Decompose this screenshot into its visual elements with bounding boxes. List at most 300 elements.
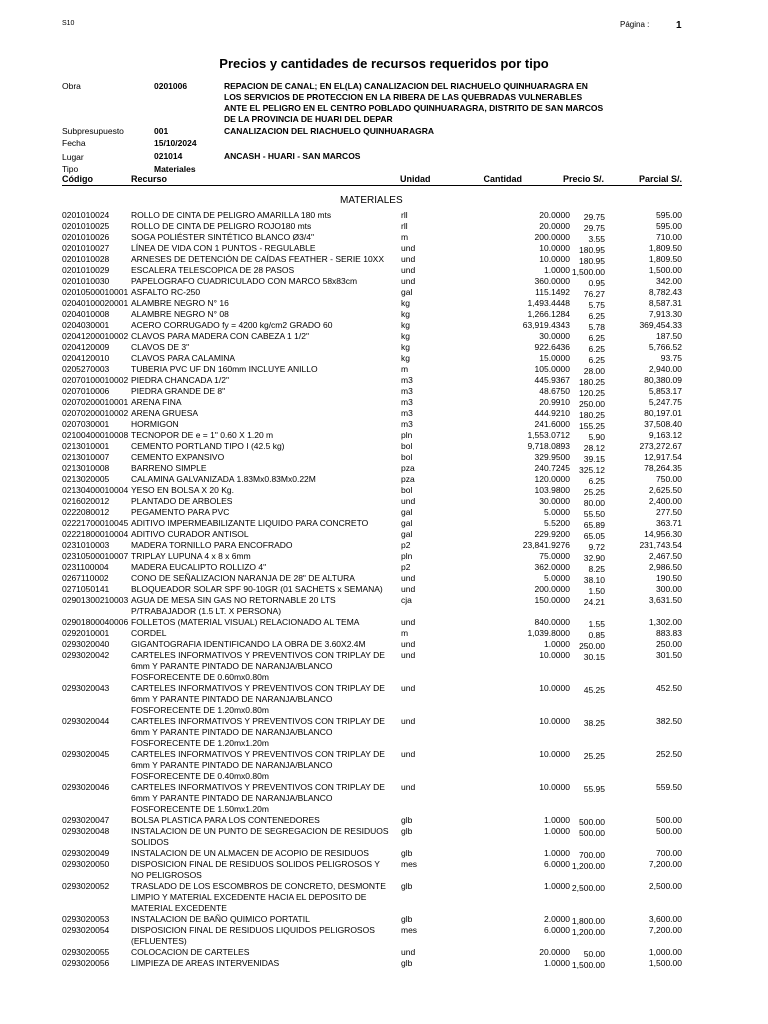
- table-row: [62, 639, 684, 650]
- column-header-precio: Precio S/.: [562, 174, 604, 184]
- cell-price: 55.50: [583, 509, 605, 519]
- cell-partial: 3,631.50: [648, 595, 682, 605]
- cell-quantity: 20.0000: [539, 221, 570, 231]
- cell-price: 9.72: [588, 542, 605, 552]
- table-row: [62, 650, 684, 683]
- table-row: [62, 342, 684, 353]
- cell-unit: gal: [401, 507, 413, 517]
- table-row: [62, 628, 684, 639]
- table-row: [62, 562, 684, 573]
- cell-unit: gal: [401, 518, 413, 528]
- cell-unit: und: [401, 496, 416, 506]
- cell-code: 0201010025: [62, 221, 110, 231]
- cell-unit: rll: [401, 221, 408, 231]
- cell-unit: pln: [401, 430, 413, 440]
- cell-quantity: 150.0000: [534, 595, 570, 605]
- cell-code: 0271050141: [62, 584, 110, 594]
- cell-partial: 37,508.40: [644, 419, 682, 429]
- cell-price: 55.95: [583, 784, 605, 794]
- cell-partial: 231,743.54: [639, 540, 682, 550]
- cell-code: 0204030001: [62, 320, 110, 330]
- subpresupuesto-description: CANALIZACION DEL RIACHUELO QUINHUARAGRA: [224, 126, 434, 136]
- cell-code: 0213010001: [62, 441, 110, 451]
- cell-unit: und: [401, 683, 416, 693]
- column-header-unidad: Unidad: [400, 174, 431, 184]
- cell-description: ARNESES DE DETENCIÓN DE CAÍDAS FEATHER - SERIE 10XX: [131, 254, 385, 264]
- cell-unit: kg: [401, 320, 410, 330]
- cell-code: 0213020005: [62, 474, 110, 484]
- tipo-label: Tipo: [62, 164, 79, 174]
- cell-code: 0204120010: [62, 353, 110, 363]
- cell-description: CARTELES INFORMATIVOS Y PREVENTIVOS CON TRIPLAY DE 6mm Y PARANTE PINTADO DE NARANJA/BLANCO FOSFORECENTE DE 0.40mx0.80m: [131, 749, 385, 781]
- table-row: [62, 749, 684, 782]
- cell-description: ASFALTO RC-250: [131, 287, 201, 297]
- cell-code: 0293020054: [62, 925, 110, 935]
- cell-code: 02010500010001: [62, 287, 129, 297]
- cell-unit: und: [401, 639, 416, 649]
- cell-partial: 5,247.75: [648, 397, 682, 407]
- cell-quantity: 1.0000: [544, 815, 570, 825]
- cell-description: CLAVOS PARA CALAMINA: [131, 353, 236, 363]
- table-row: [62, 430, 684, 441]
- table-row: [62, 232, 684, 243]
- cell-price: 45.25: [583, 685, 605, 695]
- cell-code: 02901800040006: [62, 617, 129, 627]
- cell-description: CARTELES INFORMATIVOS Y PREVENTIVOS CON TRIPLAY DE 6mm Y PARANTE PINTADO DE NARANJA/BLANCO FOSFORECENTE DE 1.20mx1.20m: [131, 716, 385, 748]
- table-row: [62, 573, 684, 584]
- cell-partial: 93.75: [660, 353, 682, 363]
- cell-partial: 190.50: [656, 573, 682, 583]
- cell-quantity: 200.0000: [534, 232, 570, 242]
- table-row: [62, 254, 684, 265]
- cell-price: 6.25: [588, 344, 605, 354]
- fecha-label: Fecha: [62, 138, 86, 148]
- cell-unit: glb: [401, 958, 413, 968]
- cell-code: 0293020043: [62, 683, 110, 693]
- table-row: [62, 947, 684, 958]
- cell-quantity: 115.1492: [535, 287, 570, 297]
- cell-unit: kg: [401, 331, 410, 341]
- cell-unit: und: [401, 749, 416, 759]
- cell-quantity: 1.0000: [544, 639, 570, 649]
- cell-unit: pza: [401, 474, 415, 484]
- cell-unit: glb: [401, 815, 413, 825]
- cell-partial: 1,500.00: [648, 265, 682, 275]
- cell-price: 24.21: [583, 597, 605, 607]
- cell-price: 250.00: [579, 399, 605, 409]
- cell-quantity: 1.0000: [544, 265, 570, 275]
- cell-description: PIEDRA CHANCADA 1/2": [131, 375, 229, 385]
- cell-code: 02221700010045: [62, 518, 129, 528]
- cell-code: 0293020044: [62, 716, 110, 726]
- cell-price: 1.55: [588, 619, 605, 629]
- cell-partial: 2,940.00: [648, 364, 682, 374]
- cell-partial: 2,467.50: [648, 551, 682, 561]
- cell-quantity: 120.0000: [534, 474, 570, 484]
- cell-quantity: 2.0000: [544, 914, 570, 924]
- cell-price: 6.25: [588, 476, 605, 486]
- table-row: [62, 540, 684, 551]
- cell-quantity: 15.0000: [539, 353, 570, 363]
- cell-description: ROLLO DE CINTA DE PELIGRO AMARILLA 180 mts: [131, 210, 332, 220]
- cell-price: 325.12: [579, 465, 605, 475]
- table-row: [62, 397, 684, 408]
- cell-price: 155.25: [579, 421, 605, 431]
- cell-description: COLOCACION DE CARTELES: [131, 947, 250, 957]
- cell-price: 28.00: [583, 366, 605, 376]
- cell-description: CEMENTO EXPANSIVO: [131, 452, 225, 462]
- cell-quantity: 5.5200: [544, 518, 570, 528]
- cell-unit: rll: [401, 210, 408, 220]
- cell-partial: 3,600.00: [648, 914, 682, 924]
- cell-quantity: 103.9800: [534, 485, 570, 495]
- cell-code: 0204120009: [62, 342, 110, 352]
- cell-unit: kg: [401, 353, 410, 363]
- cell-quantity: 840.0000: [534, 617, 570, 627]
- cell-unit: und: [401, 276, 416, 286]
- cell-description: CEMENTO PORTLAND TIPO I (42.5 kg): [131, 441, 285, 451]
- cell-unit: cja: [401, 595, 412, 605]
- cell-code: 02070200010002: [62, 408, 129, 418]
- cell-description: ACERO CORRUGADO fy = 4200 kg/cm2 GRADO 60: [131, 320, 333, 330]
- cell-code: 0222080012: [62, 507, 110, 517]
- cell-code: 0201010029: [62, 265, 110, 275]
- table-row: [62, 529, 684, 540]
- cell-price: 1,500.00: [571, 960, 605, 970]
- cell-quantity: 241.6000: [534, 419, 570, 429]
- cell-price: 120.25: [579, 388, 605, 398]
- cell-code: 0201010026: [62, 232, 110, 242]
- cell-quantity: 10.0000: [539, 650, 570, 660]
- cell-unit: p2: [401, 562, 411, 572]
- cell-unit: kg: [401, 309, 410, 319]
- cell-quantity: 1,553.0712: [527, 430, 570, 440]
- lugar-code: 021014: [154, 151, 183, 161]
- cell-code: 0293020045: [62, 749, 110, 759]
- page-number: 1: [676, 20, 682, 31]
- cell-partial: 5,766.52: [648, 342, 682, 352]
- cell-quantity: 229.9200: [534, 529, 570, 539]
- cell-unit: m3: [401, 408, 413, 418]
- cell-partial: 382.50: [656, 716, 682, 726]
- cell-price: 0.85: [588, 630, 605, 640]
- cell-quantity: 20.0000: [539, 210, 570, 220]
- subpresupuesto-code: 001: [154, 126, 169, 136]
- cell-partial: 2,500.00: [648, 881, 682, 891]
- cell-unit: pln: [401, 551, 413, 561]
- table-row: [62, 243, 684, 254]
- page-label: Página :: [620, 20, 650, 29]
- resource-table: [62, 210, 684, 969]
- cell-code: 02040100020001: [62, 298, 129, 308]
- cell-code: 02100400010008: [62, 430, 129, 440]
- cell-partial: 500.00: [656, 815, 682, 825]
- cell-unit: und: [401, 947, 416, 957]
- lugar-description: ANCASH - HUARI - SAN MARCOS: [224, 151, 361, 161]
- cell-unit: m: [401, 628, 409, 638]
- cell-partial: 710.00: [656, 232, 682, 242]
- report-code: S10: [62, 20, 75, 27]
- cell-unit: und: [401, 254, 416, 264]
- cell-quantity: 23,841.9276: [522, 540, 570, 550]
- cell-price: 39.15: [583, 454, 605, 464]
- cell-partial: 595.00: [656, 221, 682, 231]
- cell-unit: glb: [401, 826, 413, 836]
- cell-partial: 80,197.01: [644, 408, 682, 418]
- cell-description: PLANTADO DE ARBOLES: [131, 496, 233, 506]
- cell-partial: 252.50: [656, 749, 682, 759]
- cell-description: TRIPLAY LUPUNA 4 x 8 x 6mm: [131, 551, 251, 561]
- cell-code: 0205270003: [62, 364, 110, 374]
- cell-quantity: 10.0000: [539, 243, 570, 253]
- table-row: [62, 386, 684, 397]
- column-header-cantidad: Cantidad: [483, 174, 522, 184]
- cell-partial: 2,986.50: [648, 562, 682, 572]
- cell-code: 0201010030: [62, 276, 110, 286]
- table-row: [62, 408, 684, 419]
- cell-description: CARTELES INFORMATIVOS Y PREVENTIVOS CON TRIPLAY DE 6mm Y PARANTE PINTADO DE NARANJA/BLANCO FOSFORECENTE DE 1.20mx0.80m: [131, 683, 385, 715]
- cell-description: LÍNEA DE VIDA CON 1 PUNTOS - REGULABLE: [131, 243, 316, 253]
- cell-quantity: 1.0000: [544, 848, 570, 858]
- cell-unit: glb: [401, 914, 413, 924]
- cell-price: 28.12: [583, 443, 605, 453]
- cell-code: 02130400010004: [62, 485, 129, 495]
- cell-code: 0293020052: [62, 881, 110, 891]
- cell-code: 0207010006: [62, 386, 110, 396]
- cell-unit: und: [401, 265, 416, 275]
- cell-description: ADITIVO CURADOR ANTISOL: [131, 529, 249, 539]
- cell-code: 02310500010007: [62, 551, 129, 561]
- cell-code: 0293020056: [62, 958, 110, 968]
- cell-description: CORDEL: [131, 628, 167, 638]
- column-header-recurso: Recurso: [131, 174, 168, 184]
- subpresupuesto-label: Subpresupuesto: [62, 126, 124, 136]
- cell-description: ALAMBRE NEGRO N° 16: [131, 298, 229, 308]
- cell-quantity: 6.0000: [544, 859, 570, 869]
- table-row: [62, 782, 684, 815]
- cell-partial: 452.50: [656, 683, 682, 693]
- cell-description: ARENA FINA: [131, 397, 182, 407]
- cell-partial: 8,587.31: [648, 298, 682, 308]
- table-row: [62, 551, 684, 562]
- cell-partial: 8,782.43: [648, 287, 682, 297]
- cell-code: 0201010024: [62, 210, 110, 220]
- tipo-value: Materiales: [154, 164, 196, 174]
- cell-price: 38.10: [583, 575, 605, 585]
- cell-unit: kg: [401, 298, 410, 308]
- cell-code: 0293020053: [62, 914, 110, 924]
- cell-unit: m3: [401, 375, 413, 385]
- cell-code: 0201010028: [62, 254, 110, 264]
- cell-unit: m3: [401, 419, 413, 429]
- cell-price: 3.55: [588, 234, 605, 244]
- cell-code: 0204010008: [62, 309, 110, 319]
- cell-price: 500.00: [579, 828, 605, 838]
- cell-description: PEGAMENTO PARA PVC: [131, 507, 230, 517]
- cell-quantity: 5.0000: [544, 573, 570, 583]
- cell-partial: 301.50: [656, 650, 682, 660]
- table-row: [62, 485, 684, 496]
- table-row: [62, 683, 684, 716]
- cell-description: PAPELOGRAFO CUADRICULADO CON MARCO 58x83cm: [131, 276, 358, 286]
- cell-price: 180.95: [579, 256, 605, 266]
- table-row: [62, 331, 684, 342]
- cell-unit: und: [401, 650, 416, 660]
- cell-price: 5.90: [588, 432, 605, 442]
- table-row: [62, 419, 684, 430]
- cell-unit: und: [401, 243, 416, 253]
- cell-code: 02070100010002: [62, 375, 129, 385]
- cell-quantity: 1.0000: [544, 881, 570, 891]
- table-row: [62, 353, 684, 364]
- cell-quantity: 10.0000: [539, 254, 570, 264]
- cell-description: ARENA GRUESA: [131, 408, 199, 418]
- cell-partial: 342.00: [656, 276, 682, 286]
- table-row: [62, 298, 684, 309]
- cell-description: HORMIGON: [131, 419, 179, 429]
- cell-partial: 2,625.50: [648, 485, 682, 495]
- cell-code: 0201010027: [62, 243, 110, 253]
- cell-description: MADERA EUCALIPTO ROLLIZO 4": [131, 562, 267, 572]
- cell-code: 0231100004: [62, 562, 109, 572]
- cell-description: LIMPIEZA DE AREAS INTERVENIDAS: [131, 958, 280, 968]
- cell-price: 1.50: [588, 586, 605, 596]
- table-row: [62, 276, 684, 287]
- cell-price: 5.75: [588, 300, 605, 310]
- cell-partial: 7,913.30: [648, 309, 682, 319]
- cell-price: 65.89: [583, 520, 605, 530]
- cell-description: ESCALERA TELESCOPICA DE 28 PASOS: [131, 265, 295, 275]
- cell-quantity: 30.0000: [539, 331, 570, 341]
- cell-partial: 1,000.00: [648, 947, 682, 957]
- cell-price: 0.95: [588, 278, 605, 288]
- cell-quantity: 75.0000: [539, 551, 570, 561]
- cell-description: TRASLADO DE LOS ESCOMBROS DE CONCRETO, DESMONTE LIMPIO Y MATERIAL EXCEDENTE HACIA EL DEPOSITO DE MATERIAL EXCEDENTE: [131, 881, 386, 913]
- cell-unit: p2: [401, 540, 411, 550]
- cell-description: TUBERIA PVC UF DN 160mm INCLUYE ANILLO: [131, 364, 318, 374]
- cell-price: 65.05: [583, 531, 605, 541]
- cell-quantity: 1.0000: [544, 826, 570, 836]
- cell-description: INSTALACION DE UN PUNTO DE SEGREGACION DE RESIDUOS SOLIDOS: [131, 826, 389, 847]
- cell-quantity: 445.9367: [534, 375, 570, 385]
- cell-unit: m: [401, 364, 409, 374]
- cell-price: 1,200.00: [571, 861, 605, 871]
- cell-partial: 277.50: [656, 507, 682, 517]
- cell-description: CLAVOS DE 3": [131, 342, 190, 352]
- cell-price: 180.25: [579, 377, 605, 387]
- cell-unit: und: [401, 716, 416, 726]
- cell-description: ALAMBRE NEGRO N° 08: [131, 309, 229, 319]
- cell-quantity: 922.6436: [534, 342, 570, 352]
- cell-code: 0293020040: [62, 639, 110, 649]
- cell-quantity: 1,039.8000: [527, 628, 570, 638]
- cell-description: TECNOPOR DE e = 1" 0.60 X 1.20 m: [131, 430, 274, 440]
- cell-partial: 78,264.35: [644, 463, 682, 473]
- cell-description: FOLLETOS (MATERIAL VISUAL) RELACIONADO AL TEMA: [131, 617, 360, 627]
- cell-description: DISPOSICION FINAL DE RESIDUOS SOLIDOS PELIGROSOS Y NO PELIGROSOS: [131, 859, 380, 880]
- cell-description: MADERA TORNILLO PARA ENCOFRADO: [131, 540, 293, 550]
- cell-partial: 9,163.12: [648, 430, 682, 440]
- cell-unit: m: [401, 232, 409, 242]
- cell-quantity: 10.0000: [539, 683, 570, 693]
- cell-description: PIEDRA GRANDE DE 8": [131, 386, 226, 396]
- table-row: [62, 595, 684, 617]
- cell-partial: 369,454.33: [639, 320, 682, 330]
- cell-price: 500.00: [579, 817, 605, 827]
- cell-price: 6.25: [588, 311, 605, 321]
- table-row: [62, 320, 684, 331]
- cell-description: ROLLO DE CINTA DE PELIGRO ROJO180 mts: [131, 221, 312, 231]
- cell-code: 0293020046: [62, 782, 110, 792]
- cell-quantity: 5.0000: [544, 507, 570, 517]
- cell-price: 700.00: [579, 850, 605, 860]
- cell-description: AGUA DE MESA SIN GAS NO RETORNABLE 20 LTS P/TRABAJADOR (1.5 LT. X PERSONA): [131, 595, 336, 616]
- cell-price: 25.25: [583, 751, 605, 761]
- cell-quantity: 1.0000: [544, 958, 570, 968]
- table-row: [62, 441, 684, 452]
- table-row: [62, 914, 684, 925]
- cell-quantity: 240.7245: [534, 463, 570, 473]
- cell-description: CONO DE SEÑALIZACION NARANJA DE 28" DE ALTURA: [131, 573, 355, 583]
- cell-price: 38.25: [583, 718, 605, 728]
- cell-unit: mes: [401, 925, 418, 935]
- cell-price: 29.75: [583, 223, 605, 233]
- cell-unit: m3: [401, 397, 413, 407]
- cell-quantity: 200.0000: [534, 584, 570, 594]
- cell-quantity: 360.0000: [534, 276, 570, 286]
- cell-quantity: 105.0000: [534, 364, 570, 374]
- table-row: [62, 287, 684, 298]
- cell-price: 76.27: [583, 289, 605, 299]
- cell-partial: 1,302.00: [648, 617, 682, 627]
- cell-code: 0213010007: [62, 452, 110, 462]
- header-divider: [62, 185, 682, 186]
- cell-partial: 700.00: [656, 848, 682, 858]
- table-row: [62, 463, 684, 474]
- cell-description: INSTALACION DE BAÑO QUIMICO PORTATIL: [131, 914, 310, 924]
- table-row: [62, 518, 684, 529]
- cell-code: 0207030001: [62, 419, 110, 429]
- table-row: [62, 375, 684, 386]
- cell-partial: 7,200.00: [648, 859, 682, 869]
- cell-unit: und: [401, 617, 416, 627]
- cell-price: 5.78: [588, 322, 605, 332]
- cell-partial: 12,917.54: [644, 452, 682, 462]
- cell-quantity: 48.6750: [539, 386, 570, 396]
- cell-quantity: 329.9500: [534, 452, 570, 462]
- cell-quantity: 30.0000: [539, 496, 570, 506]
- cell-partial: 250.00: [656, 639, 682, 649]
- cell-partial: 559.50: [656, 782, 682, 792]
- cell-description: GIGANTOGRAFIA IDENTIFICANDO LA OBRA DE 3.60X2.4M: [131, 639, 366, 649]
- cell-code: 0292010001: [62, 628, 110, 638]
- cell-code: 02221800010004: [62, 529, 129, 539]
- table-row: [62, 716, 684, 749]
- table-row: [62, 507, 684, 518]
- cell-quantity: 1,493.4448: [527, 298, 570, 308]
- cell-quantity: 10.0000: [539, 782, 570, 792]
- cell-partial: 80,380.09: [644, 375, 682, 385]
- obra-label: Obra: [62, 81, 81, 91]
- cell-description: DISPOSICION FINAL DE RESIDUOS LIQUIDOS PELIGROSOS (EFLUENTES): [131, 925, 375, 946]
- cell-partial: 1,809.50: [648, 243, 682, 253]
- table-row: [62, 309, 684, 320]
- cell-code: 0293020047: [62, 815, 110, 825]
- table-row: [62, 496, 684, 507]
- cell-code: 0216020012: [62, 496, 110, 506]
- cell-description: CARTELES INFORMATIVOS Y PREVENTIVOS CON TRIPLAY DE 6mm Y PARANTE PINTADO DE NARANJA/BLANCO FOSFORECENTE DE 1.50mx1.20m: [131, 782, 385, 814]
- cell-price: 1,800.00: [571, 916, 605, 926]
